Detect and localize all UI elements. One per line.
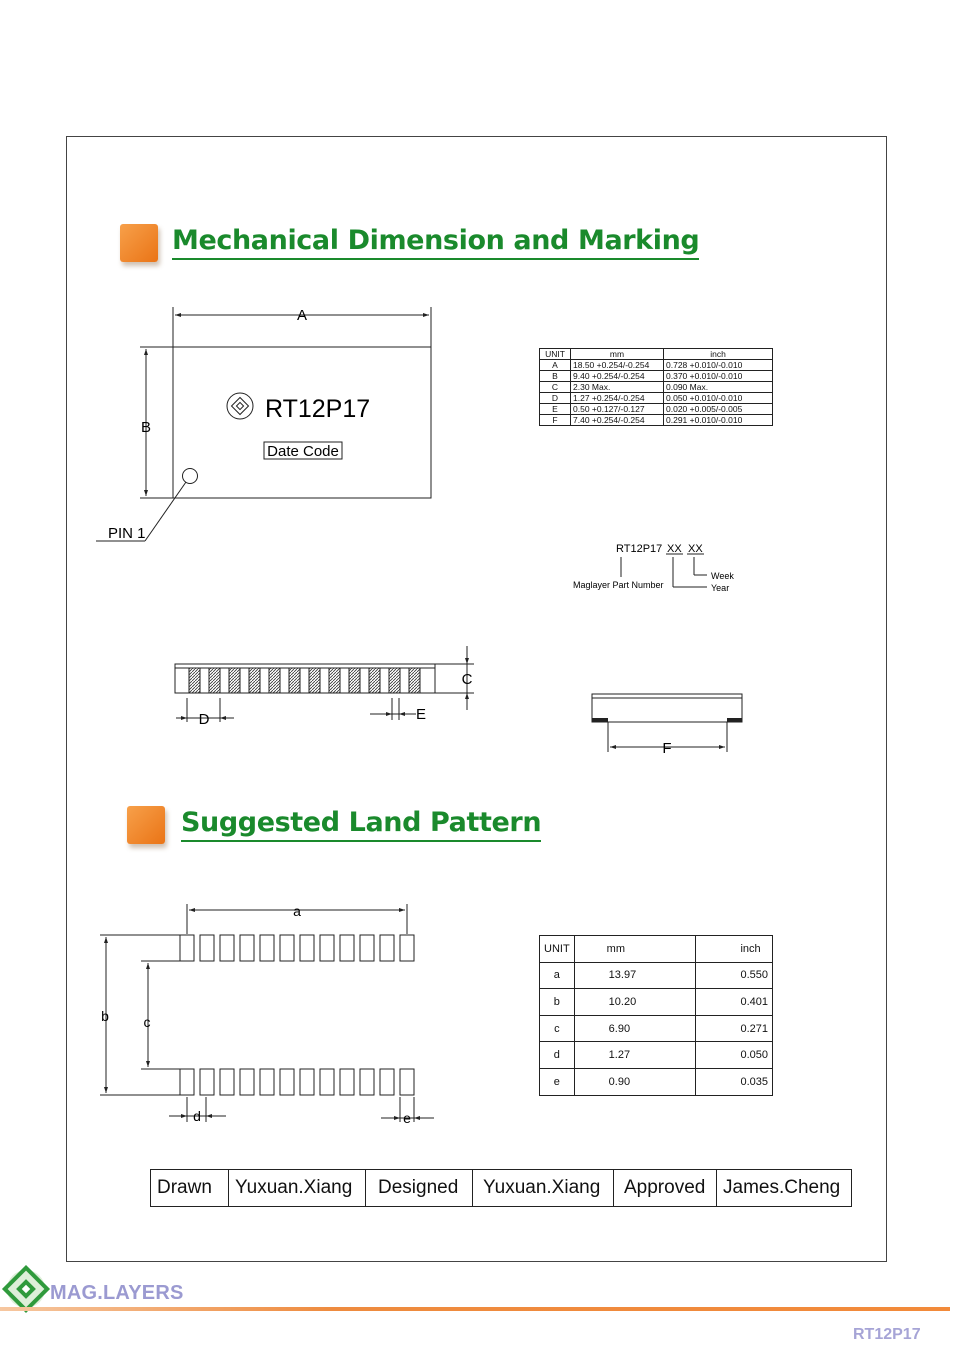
land-pad <box>320 935 334 961</box>
dimension-row <box>540 371 773 382</box>
land-dim-c-label: c <box>143 1014 151 1030</box>
marking-xx-week: XX <box>688 543 703 555</box>
land-pad <box>300 935 314 961</box>
land-cell: b <box>540 989 575 1016</box>
dimension-cell: 9.40 +0.254/-0.254 <box>571 371 664 382</box>
drawn-label: Drawn <box>151 1170 229 1207</box>
land-dim-d-label: d <box>193 1108 201 1124</box>
land-pad <box>220 1069 234 1095</box>
land-pad <box>340 1069 354 1095</box>
dim-b-label: B <box>140 419 152 436</box>
dimension-header-unit: UNIT <box>540 349 571 360</box>
land-pad <box>280 1069 294 1095</box>
land-pads <box>180 935 414 1095</box>
side-pin <box>329 668 340 693</box>
land-cell: 6.90 <box>574 1015 696 1042</box>
dimension-row <box>540 415 773 426</box>
land-pattern-table <box>539 935 773 1096</box>
dimension-cell: 2.30 Max. <box>571 382 664 393</box>
land-pad <box>320 1069 334 1095</box>
dim-c-label: C <box>461 671 473 688</box>
land-row <box>540 989 773 1016</box>
land-table-header <box>540 936 773 963</box>
land-pad <box>280 935 294 961</box>
dimension-cell: A <box>540 360 571 371</box>
land-row <box>540 962 773 989</box>
land-row <box>540 1068 773 1095</box>
dimension-row <box>540 382 773 393</box>
land-pad <box>260 1069 274 1095</box>
dimension-cell: 0.50 +0.127/-0.127 <box>571 404 664 415</box>
land-header-inch: inch <box>696 936 773 963</box>
land-pad <box>300 1069 314 1095</box>
dimension-cell: 0.050 +0.010/-0.010 <box>664 393 773 404</box>
mechanical-section-title: Mechanical Dimension and Marking <box>172 226 699 260</box>
marking-code: RT12P17 <box>616 543 663 555</box>
land-dim-e-label: e <box>403 1110 411 1126</box>
dimension-cell: 0.090 Max. <box>664 382 773 393</box>
land-cell: 0.271 <box>696 1015 773 1042</box>
date-code-label: Date Code <box>267 443 339 460</box>
signoff-table <box>150 1169 852 1207</box>
land-cell: 0.050 <box>696 1042 773 1069</box>
dim-a-label: A <box>296 307 308 324</box>
signoff-row <box>151 1170 852 1207</box>
land-section-title: Suggested Land Pattern <box>181 808 541 842</box>
dim-d-label: D <box>198 711 210 728</box>
side-pin <box>249 668 260 693</box>
land-pad <box>220 935 234 961</box>
dim-e-label: E <box>415 706 427 723</box>
land-cell: e <box>540 1068 575 1095</box>
dimension-table-header <box>540 349 773 360</box>
land-pad <box>400 935 414 961</box>
land-cell: c <box>540 1015 575 1042</box>
dimension-table <box>539 348 773 426</box>
land-pad <box>240 1069 254 1095</box>
land-cell: 1.27 <box>574 1042 696 1069</box>
dimension-cell: 18.50 +0.254/-0.254 <box>571 360 664 371</box>
dimension-row <box>540 360 773 371</box>
side-pin <box>189 668 200 693</box>
land-pad <box>380 935 394 961</box>
pin1-marker <box>183 469 198 484</box>
land-header-mm: mm <box>574 936 696 963</box>
side-pin <box>349 668 360 693</box>
brand-name: MAG.LAYERS <box>50 1282 184 1304</box>
land-cell: 0.401 <box>696 989 773 1016</box>
marking-xx-year: XX <box>667 543 682 555</box>
land-pad <box>200 1069 214 1095</box>
side-pin <box>389 668 400 693</box>
dimension-cell: 1.27 +0.254/-0.254 <box>571 393 664 404</box>
land-row <box>540 1015 773 1042</box>
dimension-cell: E <box>540 404 571 415</box>
marking-week-label: Week <box>711 571 734 581</box>
drawn-name: Yuxuan.Xiang <box>229 1170 366 1207</box>
designed-name: Yuxuan.Xiang <box>473 1170 614 1207</box>
dimension-row <box>540 393 773 404</box>
side-view-pins <box>189 668 420 693</box>
dimension-header-inch: inch <box>664 349 773 360</box>
part-marking: RT12P17 <box>265 395 371 423</box>
land-dim-a-label: a <box>293 903 301 919</box>
approved-name: James.Cheng <box>717 1170 852 1207</box>
land-pad <box>200 935 214 961</box>
side-pin <box>369 668 380 693</box>
land-pad <box>380 1069 394 1095</box>
land-row <box>540 1042 773 1069</box>
land-cell: a <box>540 962 575 989</box>
mag-layers-logo-icon <box>5 1268 47 1310</box>
dimension-row <box>540 404 773 415</box>
dimension-cell: 0.020 +0.005/-0.005 <box>664 404 773 415</box>
dimension-cell: F <box>540 415 571 426</box>
land-header-unit: UNIT <box>540 936 575 963</box>
land-pad <box>400 1069 414 1095</box>
footer-divider <box>0 1307 950 1311</box>
side-pin <box>309 668 320 693</box>
land-pad <box>360 1069 374 1095</box>
marking-year-label: Year <box>711 583 730 593</box>
land-dim-b-label: b <box>101 1008 109 1024</box>
dimension-cell: 0.728 +0.010/-0.010 <box>664 360 773 371</box>
land-pad <box>180 935 194 961</box>
land-pad <box>180 1069 194 1095</box>
land-cell: 0.550 <box>696 962 773 989</box>
land-cell: 10.20 <box>574 989 696 1016</box>
land-pad <box>360 935 374 961</box>
side-pin <box>269 668 280 693</box>
land-pad <box>340 935 354 961</box>
side-pin <box>209 668 220 693</box>
approved-label: Approved <box>614 1170 717 1207</box>
side-pin <box>229 668 240 693</box>
side-pin <box>409 668 420 693</box>
dimension-cell: D <box>540 393 571 404</box>
dimension-cell: 0.291 +0.010/-0.010 <box>664 415 773 426</box>
dimension-cell: C <box>540 382 571 393</box>
land-cell: 0.90 <box>574 1068 696 1095</box>
land-cell: 13.97 <box>574 962 696 989</box>
side-pin <box>289 668 300 693</box>
designed-label: Designed <box>366 1170 473 1207</box>
land-pad <box>240 935 254 961</box>
land-pad <box>260 935 274 961</box>
dimension-cell: B <box>540 371 571 382</box>
dim-f-label: F <box>662 740 672 757</box>
marking-part-number-label: Maglayer Part Number <box>573 580 664 590</box>
dimension-header-mm: mm <box>571 349 664 360</box>
land-cell: d <box>540 1042 575 1069</box>
footer-part-number: RT12P17 <box>853 1326 921 1343</box>
dimension-cell: 7.40 +0.254/-0.254 <box>571 415 664 426</box>
dimension-cell: 0.370 +0.010/-0.010 <box>664 371 773 382</box>
land-cell: 0.035 <box>696 1068 773 1095</box>
pin1-label: PIN 1 <box>108 525 146 542</box>
